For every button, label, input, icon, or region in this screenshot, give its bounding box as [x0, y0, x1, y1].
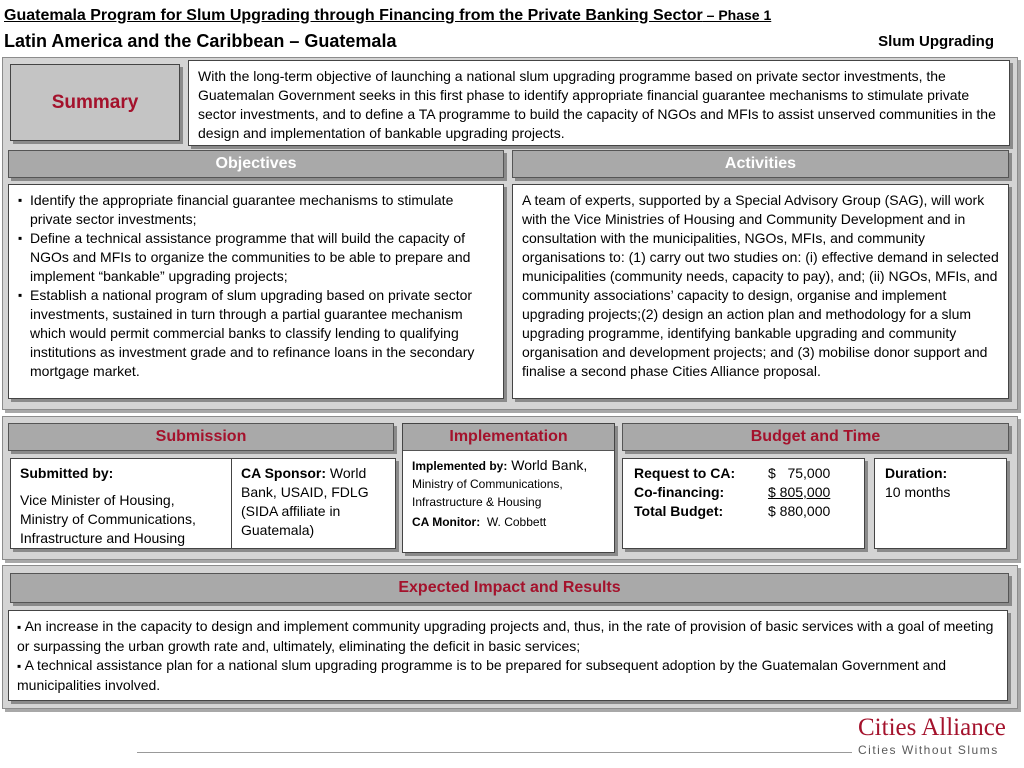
impact-box [8, 610, 1008, 701]
impact-item-text: An increase in the capacity to design and implement community upgrading projects and, thus, in the rate of provision of basic services with a goal of meeting or surpassing the urban growth rate and, ultimately, eliminating the deficit in basic services; [17, 618, 994, 654]
request-label: Request to CA: [634, 465, 736, 481]
cofinancing-value: $ 805,000 [768, 484, 831, 500]
title-text: Guatemala Program for Slum Upgrading through Financing from the Private Banking Sector [4, 7, 703, 24]
duration-label: Duration: [885, 465, 948, 481]
total-label: Total Budget: [634, 503, 724, 519]
footer-divider [137, 752, 852, 753]
impact-header [10, 573, 1009, 603]
implemented-by-org: World Bank, [507, 457, 588, 473]
submission-header [8, 423, 394, 451]
submitted-by-box [10, 458, 232, 549]
logo-tagline: Cities Without Slums [858, 743, 999, 757]
budget-header [622, 423, 1009, 451]
objectives-box [8, 184, 504, 399]
objectives-list [17, 191, 495, 381]
budget-row-total [634, 502, 864, 521]
implemented-by-label: Implemented by: [412, 459, 508, 473]
impact-item-text: A technical assistance plan for a national slum upgrading programme is to be prepared for subsequent adoption by the Guatemalan Government and municipalities involved. [17, 657, 947, 693]
sponsor-label: CA Sponsor: [241, 465, 327, 481]
submitted-by-value: Vice Minister of Housing, Ministry of Communications, Infrastructure and Housing [20, 492, 196, 546]
implementation-label: Implementation [449, 428, 568, 445]
monitor-label: CA Monitor: [412, 515, 481, 529]
category-tag: Slum Upgrading [878, 33, 994, 50]
cities-alliance-logo [858, 714, 1008, 768]
budget-row-cofinancing [634, 483, 864, 502]
request-value: $ 75,000 [768, 465, 831, 481]
list-item: ▪ Define a technical assistance programme that will build the capacity of NGOs and MFIs to organize the communities to be able to prepare and implement “bankable” upgrading projects; [17, 229, 495, 286]
list-item [17, 617, 999, 656]
submitted-by-label: Submitted by: [20, 465, 114, 481]
budget-row-request [634, 464, 864, 483]
implementation-box [402, 423, 615, 553]
summary-text-box [188, 60, 1010, 146]
submission-label: Submission [155, 428, 247, 445]
impact-label: Expected Impact and Results [398, 579, 621, 596]
activities-text: A team of experts, supported by a Special Advisory Group (SAG), will work with the Vice Ministries of Housing and Community Development and in consultation with the municipalities, NGOs, MFIs, and community organisations to: (1) carry out two studies on: (i) effective demand in selected municipalities (community needs, capacity to pay), and; (ii) NGOs, MFIs, and community associations’ capacity to design, organise and implement upgrading projects;(2) design an action plan and methodology for a slum upgrading programme, identifying bankable upgrading and community organisation and development projects; and (3) mobilise donor support and finalise a second phase Cities Alliance proposal. [522, 192, 999, 379]
objectives-label: Objectives [215, 155, 297, 172]
phase-label: – Phase 1 [702, 7, 772, 23]
total-value: $ 880,000 [768, 503, 831, 519]
page-title [4, 7, 771, 25]
list-item [17, 656, 999, 695]
monitor-value: W. Cobbett [486, 515, 547, 529]
logo-wordmark: Cities Alliance [858, 714, 1006, 741]
duration-value: 10 months [885, 484, 951, 500]
activities-header [512, 150, 1009, 178]
bullet-icon: ▪ [17, 659, 25, 673]
bullet-icon: ▪ [17, 620, 25, 634]
summary-label-box [10, 64, 180, 141]
budget-label: Budget and Time [750, 428, 881, 445]
summary-text: With the long-term objective of launching a national slum upgrading programme based on private sector investments, the Guatemalan Government seeks in this first phase to identify appropriate financial guarantee mechanisms to stimulate private sector investments, and to define a TA programme to build the capacity of NGOs and MFIs to assist unserved communities in the design and implementation of bankable upgrading projects. [198, 68, 996, 141]
monitor-line [412, 514, 608, 531]
duration-box [874, 458, 1007, 549]
sponsor-box [231, 458, 396, 549]
budget-box [622, 458, 865, 549]
implementation-content [412, 457, 608, 531]
list-item: ▪ Establish a national program of slum upgrading based on private sector investments, sustained in turn through a partial guarantee mechanism which would permit commercial banks to classify lending to qualifying institutions as investment grade and to refinance loans in the secondary mortgage market. [17, 286, 495, 381]
activities-label: Activities [724, 155, 797, 172]
sponsor-value: World Bank, USAID, FDLG (SIDA affiliate in Guatemala) [241, 465, 369, 538]
summary-label: Summary [51, 91, 139, 113]
cofinancing-label: Co-financing: [634, 484, 725, 500]
implementation-header [403, 424, 614, 451]
list-item: ▪ Identify the appropriate financial guarantee mechanisms to stimulate private sector investments; [17, 191, 495, 229]
implemented-by-ministry: Ministry of Communications, Infrastructure & Housing [412, 477, 563, 509]
objectives-header [8, 150, 504, 178]
page-subtitle: Latin America and the Caribbean – Guatemala [4, 31, 397, 51]
activities-box [512, 184, 1009, 399]
